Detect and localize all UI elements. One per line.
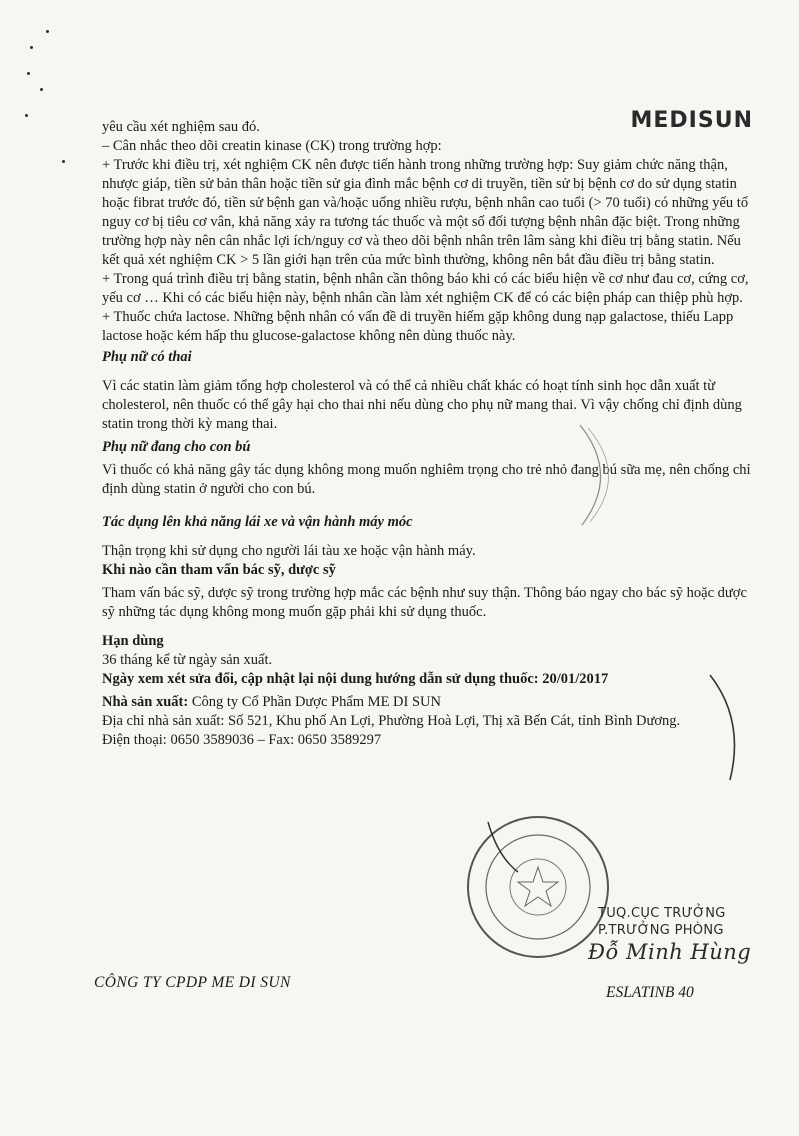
expiry-heading: Hạn dùng [102,633,164,649]
manufacturer-label: Nhà sản xuất: [102,694,189,710]
pregnant-heading: Phụ nữ có thai [102,349,192,365]
document-body [102,118,752,750]
consult-heading: Khi nào cần tham vấn bác sỹ, dược sỹ [102,562,336,578]
ck-item-2: + Trong quá trình điều trị bằng statin, bệnh nhân cần thông báo khi có các biểu hiện về cơ như đau cơ, cứng cơ, yếu cơ … Khi có các biểu hiện này, bệnh nhân cần làm xét nghiệm CK để có các biện pháp can thiệp phù hợp. [102,271,749,306]
signature-stroke [690,670,750,790]
manufacturer-value: Công ty Cổ Phần Dược Phẩm ME DI SUN [191,694,441,710]
phone-line: Điện thoại: 0650 3589036 – Fax: 0650 3589297 [102,732,382,748]
footer-company: CÔNG TY CPDP ME DI SUN [94,974,291,991]
manufacturer-line [102,693,752,712]
ck-item-1: + Trước khi điều trị, xét nghiệm CK nên được tiến hành trong những trường hợp: Suy giảm chức năng thận, nhược giáp, tiền sử bản thân hoặc tiền sử gia đình mắc bệnh cơ di truyền, tiền sử bị bệnh cơ do sử dụng statin hoặc fibrat trước đó, tiền sử bệnh gan và/hoặc uống nhiều rượu, bệnh nhân cao tuổi (> 70 tuổi) có những yếu tố nguy cơ bị tiêu cơ vân, khả năng xảy ra tương tác thuốc và một số đối tượng bệnh nhân đặc biệt. Trong những trường hợp này nên cân nhắc lợi ích/nguy cơ và theo dõi bệnh nhân trên lâm sàng khi điều trị bằng statin. Nếu kết quả xét nghiệm CK > 5 lần giới hạn trên của mức bình thường, không nên bắt đầu điều trị bằng statin. [102,157,749,268]
signature-title-2: P.TRƯỞNG PHÒNG [598,923,724,938]
signature-name: Đỗ Minh Hùng [588,940,752,964]
signature-title-1: TUQ.CỤC TRƯỞNG [598,906,726,921]
expiry-text: 36 tháng kể từ ngày sản xuất. [102,652,273,668]
driving-text: Thận trọng khi sử dụng cho người lái tàu xe hoặc vận hành máy. [102,543,476,559]
signature-block [598,905,726,939]
address-line: Địa chỉ nhà sản xuất: Số 521, Khu phố An Lợi, Phường Hoà Lợi, Thị xã Bến Cát, tỉnh Bình Dương. [102,713,681,729]
revision-label: Ngày xem xét sửa đổi, cập nhật lại nội dung hướng dẫn sử dụng thuốc: [102,671,539,687]
ck-title: – Cân nhắc theo dõi creatin kinase (CK) trong trường hợp: [102,138,442,154]
driving-heading: Tác dụng lên khả năng lái xe và vận hành máy móc [102,514,413,530]
partial-stamp-mark [570,420,630,530]
ck-item-3: + Thuốc chứa lactose. Những bệnh nhân có vấn đề di truyền hiếm gặp không dung nạp galactose, thiếu Lapp lactose hoặc kém hấp thu glucose-galactose không nên dùng thuốc này. [102,309,734,344]
intro-line: yêu cầu xét nghiệm sau đó. [102,119,260,135]
revision-date: 20/01/2017 [542,671,609,687]
pregnant-text: Vì các statin làm giảm tổng hợp cholesterol và có thể cả nhiều chất khác có hoạt tính sinh học dẫn xuất từ cholesterol, nên thuốc có thể gây hại cho thai nhi nếu dùng cho phụ nữ mang thai. Vì vậy chống chỉ định dùng statin trong thời kỳ mang thai. [102,378,742,432]
medisun-logo: MEDISUN [630,108,753,133]
consult-text: Tham vấn bác sỹ, dược sỹ trong trường hợp mắc các bệnh như suy thận. Thông báo ngay cho bác sỹ hoặc dược sỹ những tác dụng không mong muốn gặp phải khi sử dụng thuốc. [102,585,747,620]
revision-line [102,670,752,689]
breastfeeding-heading: Phụ nữ đang cho con bú [102,439,251,455]
breastfeeding-text: Vì thuốc có khả năng gây tác dụng không mong muốn nghiêm trọng cho trẻ nhỏ đang bú sữa mẹ, nên chống chỉ định dùng statin ở người cho con bú. [102,462,751,497]
footer-code: ESLATINB 40 [606,984,694,1001]
